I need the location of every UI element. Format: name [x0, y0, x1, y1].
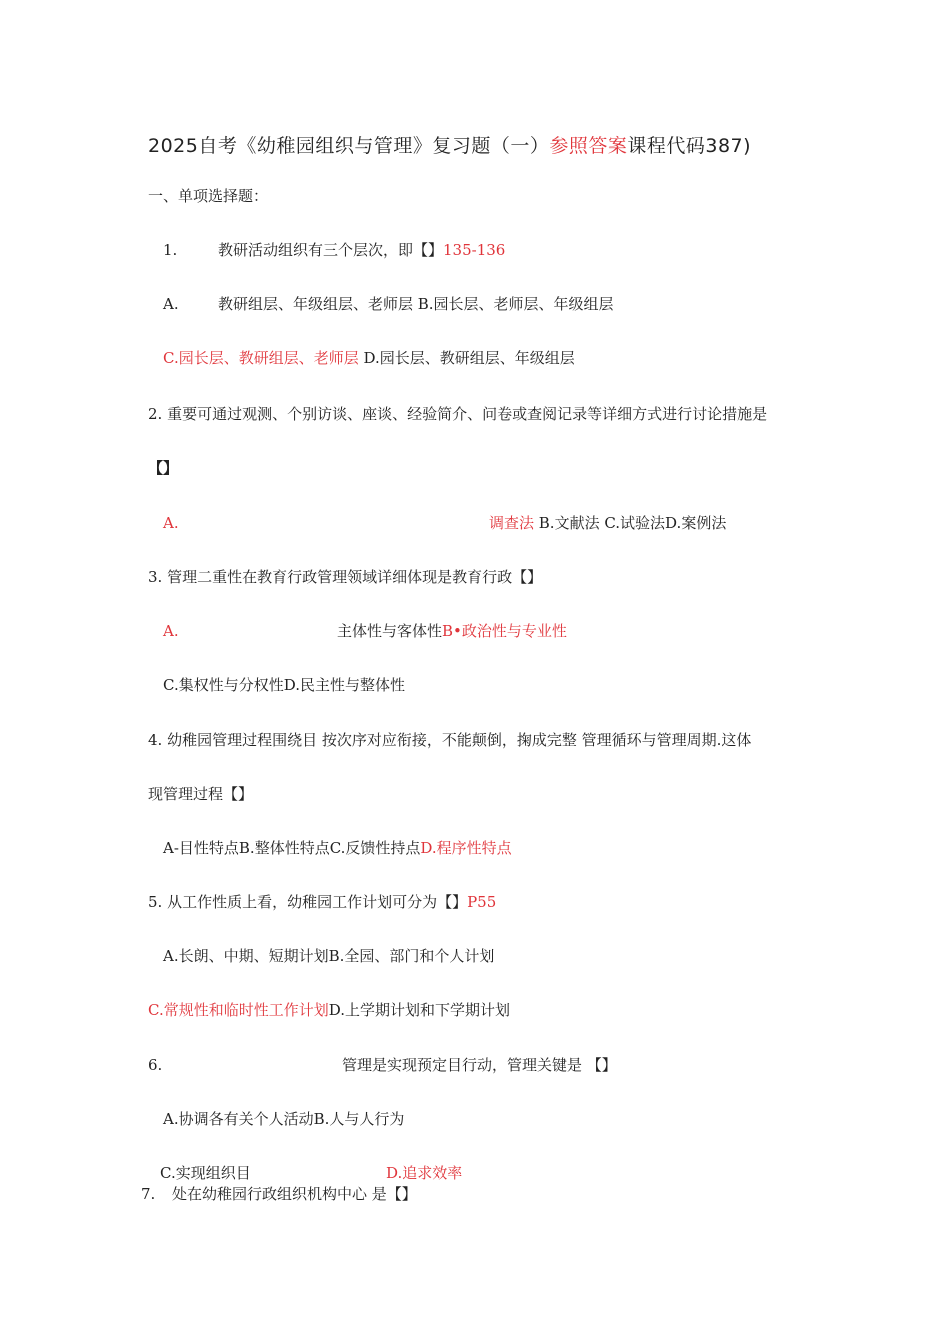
question-5-text: 5. 从工作性质上看，幼稚园工作计划可分为【】: [148, 893, 468, 911]
question-7-number: 7.: [141, 1185, 156, 1203]
question-4-line-2: 现管理过程【】: [148, 785, 254, 803]
question-6-number: 6.: [148, 1056, 163, 1074]
question-3-option-a-text: 主体性与客体性: [337, 622, 443, 640]
document-title: [148, 134, 751, 158]
question-1-options-ab: [163, 294, 614, 314]
question-6-options-ab: A.协调各有关个人活动B.人与人行为: [163, 1110, 405, 1128]
question-5-options-ab: A.长朗、中期、短期计划B.全园、部门和个人计划: [163, 947, 495, 965]
question-1-text: 教研活动组织有三个层次，即【】: [218, 241, 444, 259]
question-5-line-1: [148, 892, 496, 912]
question-7-text: 处在幼稚园行政组织机构中心 是【】: [172, 1185, 417, 1203]
section-heading: 一、单项选择题：: [148, 187, 269, 205]
question-4-answer-d: D.程序性特点: [420, 839, 512, 857]
question-7: [141, 1184, 417, 1204]
question-6: [148, 1055, 617, 1075]
question-6-text: 管理是实现预定目行动，管理关键是 【】: [342, 1056, 617, 1074]
question-1-answer-c: C.园长层、教研组层、老师层: [163, 349, 359, 367]
question-2-line-1: 2. 重要可通过观测、个别访谈、座谈、经验简介、问卷或查阅记录等详细方式进行讨论措施是: [148, 405, 768, 423]
question-6-options-cd: [160, 1163, 463, 1183]
question-6-option-c: C.实现组织目: [160, 1164, 251, 1182]
question-5-options-cd: [148, 1000, 510, 1020]
question-1: [163, 240, 506, 260]
question-4-options-abc: A-目性特点B.整体性特点C.反馈性持点: [163, 839, 421, 857]
question-3-options-ab: [163, 621, 567, 641]
question-1-option-d: D.园长层、教研组层、年级组层: [358, 349, 575, 367]
question-2-line-2: 【】: [148, 459, 179, 477]
question-1-options-cd: [163, 348, 575, 368]
question-3-option-a-label: A.: [163, 622, 179, 640]
question-2-option-a-label: A.: [163, 514, 179, 532]
question-1-number: 1.: [163, 241, 178, 259]
question-2-options: [163, 513, 727, 533]
question-2-options-rest: B.文献法 C.试验法D.案例法: [534, 514, 727, 532]
question-1-page-ref: 135-136: [443, 241, 506, 259]
title-highlight: 参照答案: [549, 135, 628, 157]
question-6-answer-d: D.追求效率: [386, 1164, 463, 1182]
question-3-line-1: 3. 管理二重性在教育行政管理领域详细体现是教育行政【】: [148, 568, 543, 586]
question-1-option-a-text: 教研组层、年级组层、老师层 B.园长层、老师层、年级组层: [218, 295, 614, 313]
title-prefix: 2025自考《幼稚园组织与管理》复习题（一）: [148, 135, 550, 157]
question-4-options: [163, 838, 512, 858]
question-5-option-d: D.上学期计划和下学期计划: [328, 1001, 510, 1019]
title-suffix: 课程代码387): [627, 135, 752, 157]
question-5-page-ref: P55: [467, 893, 497, 911]
question-4-line-1: 4. 幼稚园管理过程围绕目 按次序对应衔接，不能颠倒，掬成完整 管理循环与管理周期.这体: [148, 731, 752, 749]
question-3-options-cd: C.集权性与分权性D.民主性与整体性: [163, 676, 405, 694]
question-1-option-a-label: A.: [163, 295, 179, 313]
question-2-answer-a: 调查法: [489, 514, 535, 532]
question-5-answer-c: C.常规性和临时性工作计划: [148, 1001, 329, 1019]
question-3-answer-b: B•政治性与专业性: [442, 622, 567, 640]
